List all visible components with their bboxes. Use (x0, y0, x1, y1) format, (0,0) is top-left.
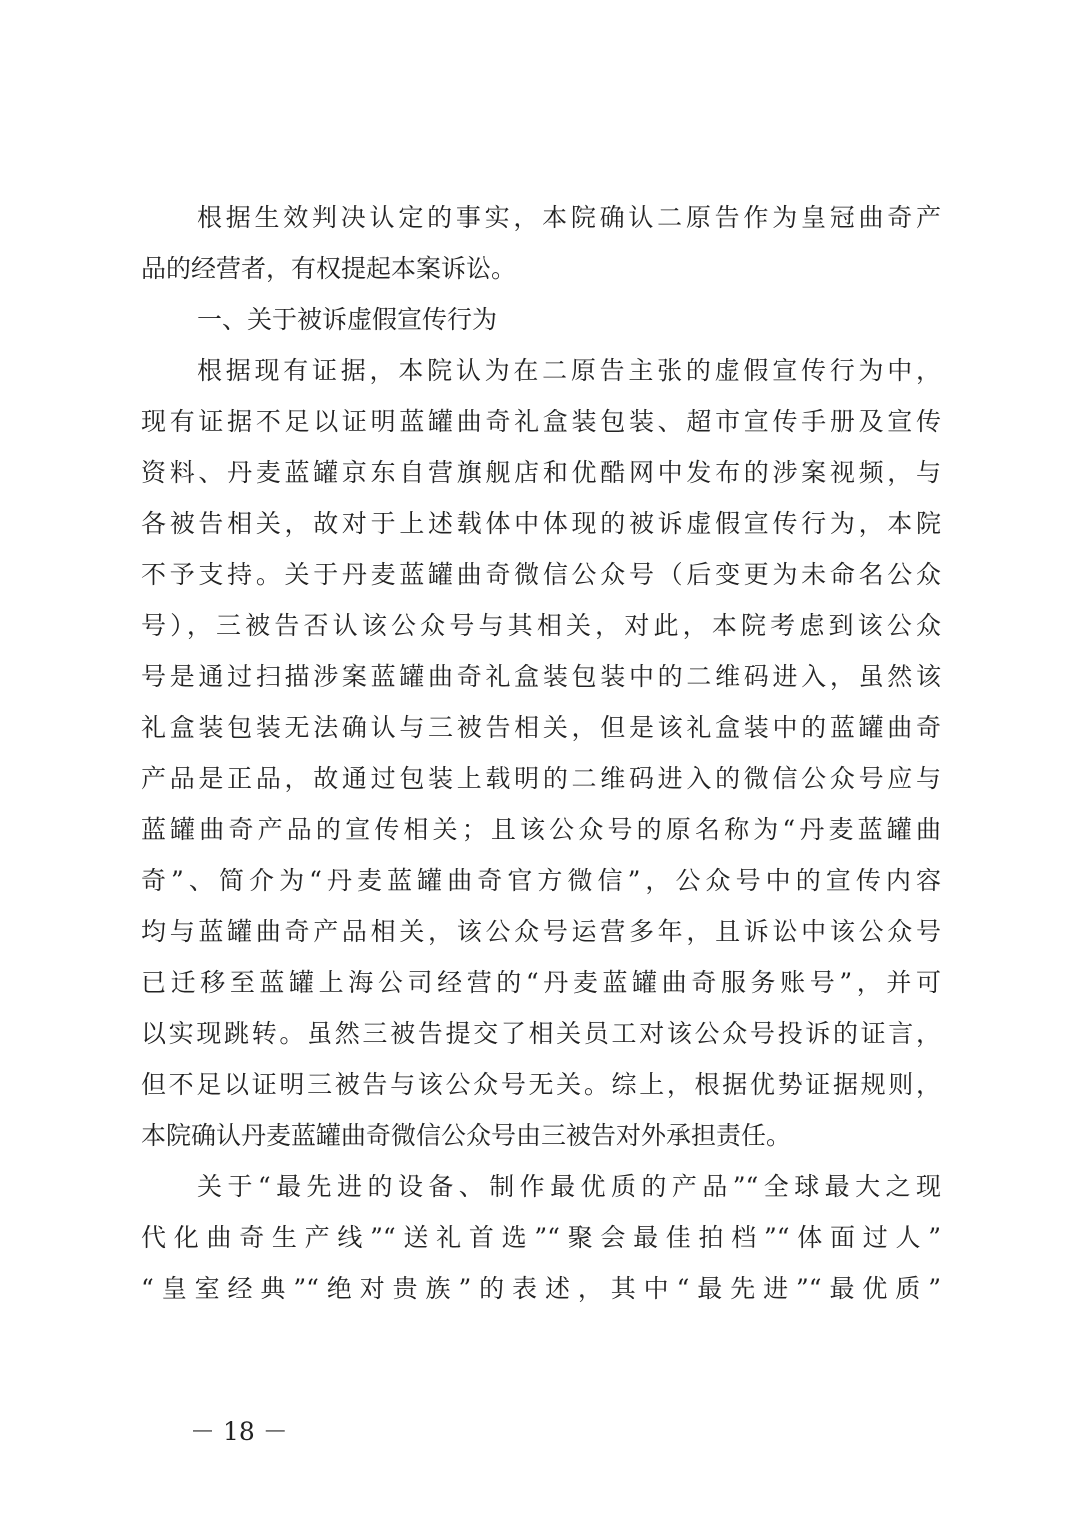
text-line: 但不足以证明三被告与该公众号无关。综上，根据优势证据规则， (141, 1070, 941, 1099)
text-line: 产品是正品，故通过包装上载明的二维码进入的微信公众号应与 (141, 764, 941, 793)
text-line: 以实现跳转。虽然三被告提交了相关员工对该公众号投诉的证言， (141, 1019, 941, 1048)
section-heading: 一、关于被诉虚假宣传行为 (197, 305, 498, 334)
text-line: 根据生效判决认定的事实，本院确认二原告作为皇冠曲奇产 (197, 203, 941, 232)
text-line: 均与蓝罐曲奇产品相关，该公众号运营多年，且诉讼中该公众号 (141, 917, 941, 946)
text-line: 本院确认丹麦蓝罐曲奇微信公众号由三被告对外承担责任。 (141, 1121, 792, 1150)
text-line: 已迁移至蓝罐上海公司经营的“丹麦蓝罐曲奇服务账号”，并可 (141, 968, 941, 997)
text-line: 礼盒装包装无法确认与三被告相关，但是该礼盒装中的蓝罐曲奇 (141, 713, 941, 742)
text-line: 根据现有证据，本院认为在二原告主张的虚假宣传行为中， (197, 356, 941, 385)
text-line: 不予支持。关于丹麦蓝罐曲奇微信公众号（后变更为未命名公众 (141, 560, 941, 589)
text-line: 代化曲奇生产线”“送礼首选”“聚会最佳拍档”“体面过人” (141, 1223, 941, 1252)
text-line: 蓝罐曲奇产品的宣传相关；且该公众号的原名称为“丹麦蓝罐曲 (141, 815, 941, 844)
text-line: 关于“最先进的设备、制作最优质的产品”“全球最大之现 (197, 1172, 941, 1201)
text-line: 资料、丹麦蓝罐京东自营旗舰店和优酷网中发布的涉案视频，与 (141, 458, 941, 487)
page-number: － 18 － (190, 1417, 288, 1446)
document-body (141, 192, 941, 1314)
text-line: 各被告相关，故对于上述载体中体现的被诉虚假宣传行为，本院 (141, 509, 941, 538)
text-line: 品的经营者，有权提起本案诉讼。 (141, 254, 517, 283)
text-line: 奇”、简介为“丹麦蓝罐曲奇官方微信”，公众号中的宣传内容 (141, 866, 941, 895)
text-line: “皇室经典”“绝对贵族”的表述，其中“最先进”“最优质” (141, 1274, 941, 1303)
text-line: 现有证据不足以证明蓝罐曲奇礼盒装包装、超市宣传手册及宣传 (141, 407, 941, 436)
text-line: 号），三被告否认该公众号与其相关，对此，本院考虑到该公众 (141, 611, 941, 640)
text-line: 号是通过扫描涉案蓝罐曲奇礼盒装包装中的二维码进入，虽然该 (141, 662, 941, 691)
